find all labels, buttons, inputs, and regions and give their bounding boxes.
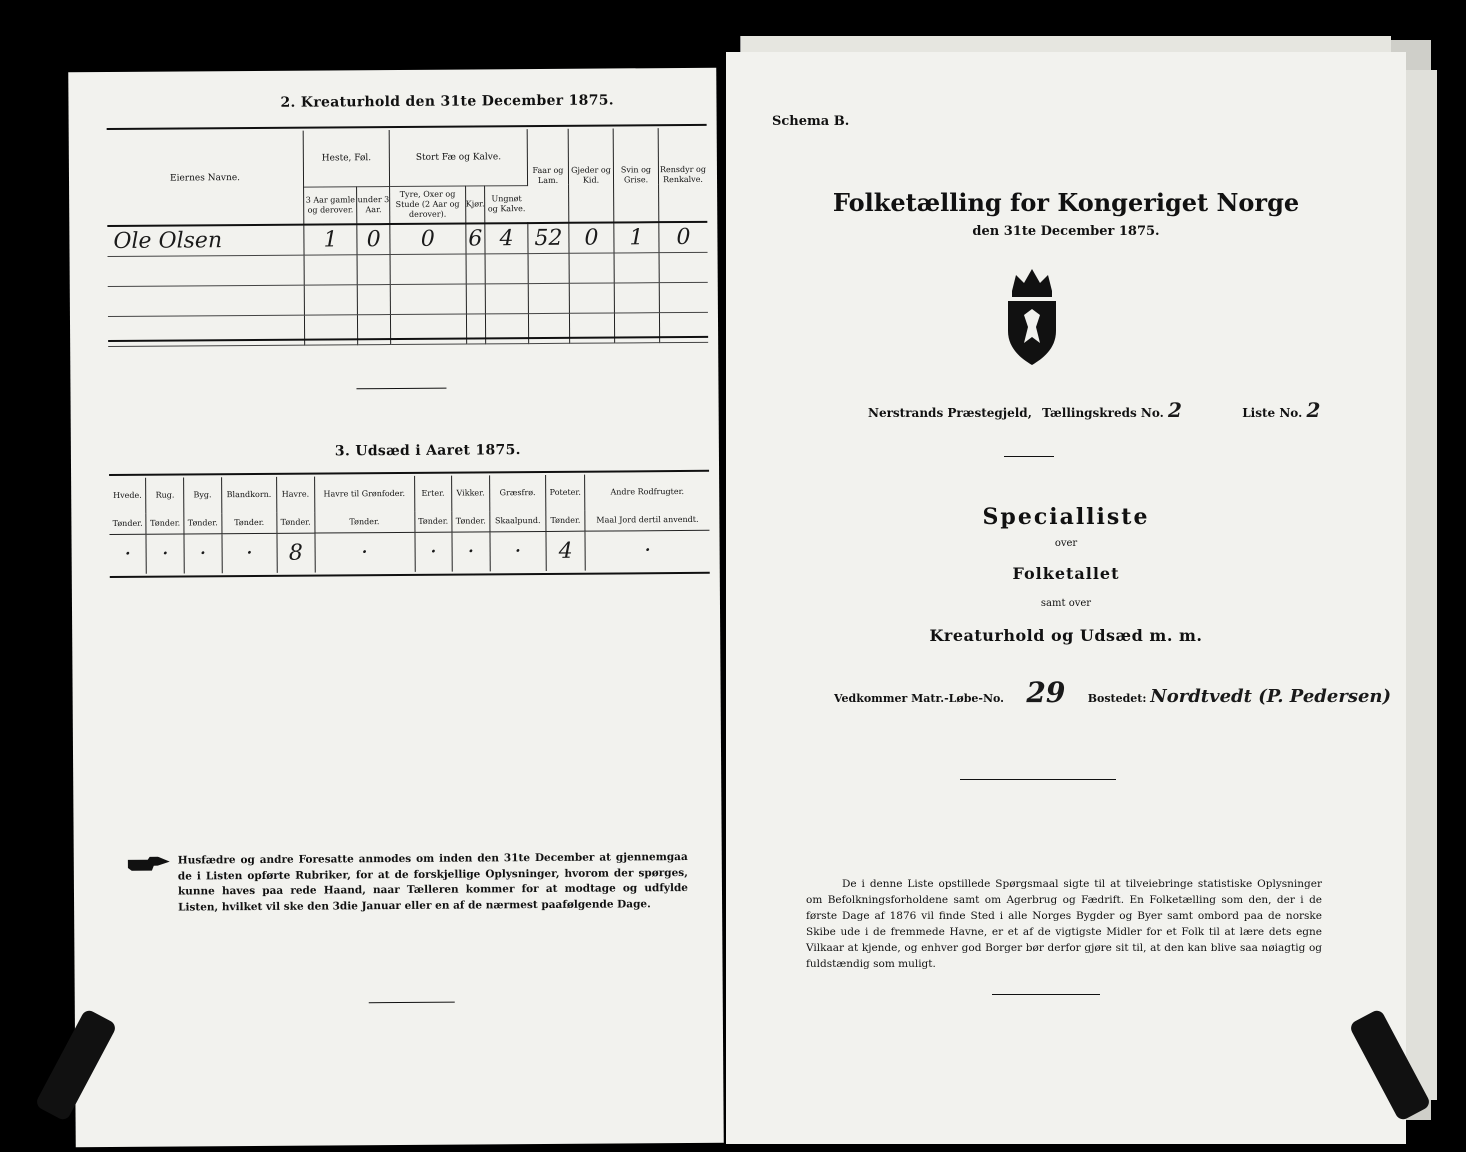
sowing-value: · bbox=[146, 533, 184, 573]
samt-over-text: samt over bbox=[1040, 598, 1092, 609]
sowing-unit: Tønder. bbox=[277, 513, 315, 533]
matr-label: Vedkommer Matr.-Løbe-No. bbox=[834, 692, 1004, 705]
sowing-col-header: Vikker. bbox=[452, 475, 490, 511]
sowing-col-header: Poteter. bbox=[546, 475, 585, 511]
left-page bbox=[68, 68, 723, 1147]
cell-value: 4 bbox=[485, 223, 528, 254]
owner-name: Ole Olsen bbox=[107, 225, 304, 257]
sowing-unit: Skaalpund. bbox=[490, 511, 546, 531]
sowing-unit: Tønder. bbox=[184, 513, 222, 533]
coat-of-arms-icon bbox=[1002, 267, 1062, 367]
bostedet-value: Nordtvedt (P. Pedersen) bbox=[1150, 686, 1392, 707]
sowing-col-header: Andre Rodfrugter. bbox=[610, 486, 685, 497]
section2-title: 2. Kreaturhold den 31te December 1875. bbox=[280, 92, 615, 111]
matr-value: 29 bbox=[1026, 676, 1066, 709]
over-text: over bbox=[1054, 538, 1078, 549]
matr-line bbox=[834, 676, 1391, 709]
stort-c-header: Ungnøt og Kalve. bbox=[487, 193, 526, 214]
gjeder-header: Gjeder og Kid. bbox=[568, 128, 614, 222]
page-title: Folketælling for Kongeriget Norge bbox=[832, 188, 1300, 217]
sowing-unit: Tønder. bbox=[546, 511, 585, 531]
cell-value: 6 bbox=[465, 223, 485, 254]
sowing-unit: Tønder. bbox=[414, 512, 452, 532]
sowing-table bbox=[109, 474, 710, 574]
sowing-value: · bbox=[222, 533, 278, 573]
table-row bbox=[107, 222, 707, 257]
stort-a-header: Tyre, Oxer og Stude (2 Aar og derover). bbox=[390, 186, 466, 225]
intro-note: De i denne Liste opstillede Spørgsmaal sigte til at tilveiebringe statistiske Oplysninger om Befolkningsforholdene samt om Agerbrug og Fædrift. En Folketælling som den, der i de første Dage af 1876 vil finde Sted i alle Norges Bygder og Byer samt ombord paa de norske Skibe ude i de fremmede Havne, er et af de vigtigste Midler for et Folk til at lære dets egne Vilkaar at kjende, og enhver god Borger bør derfor gjøre sit til, at den kan blive saa nøiagtig og fuldstændig som muligt. bbox=[806, 878, 1322, 970]
cell-value: 1 bbox=[304, 224, 358, 255]
prestegjeld-label: Præstegjeld, bbox=[947, 406, 1032, 420]
sowing-unit: Tønder. bbox=[314, 512, 414, 533]
sowing-value: · bbox=[315, 532, 415, 573]
divider bbox=[960, 779, 1116, 780]
divider bbox=[1004, 456, 1054, 457]
cell-value: 0 bbox=[569, 222, 614, 253]
sowing-unit: Tønder. bbox=[146, 513, 184, 533]
owner-header: Eiernes Navne. bbox=[107, 131, 304, 226]
stort-fae-header: Stort Fæ og Kalve. bbox=[389, 129, 527, 186]
notice-text: Husfædre og andre Foresatte anmodes om inden den 31te December at gjennemgaa de i Listen opførte Rubriker, for at de forskjellige Oplysninger, hvorom der spørges, kunne haves paa rede Haand, naar Tælleren kommer for at modtage og udfylde Listen, hvilket vil ske den 3die Januar eller en af de nærmest paafølgende Dage. bbox=[177, 850, 689, 914]
pointing-hand-icon bbox=[128, 856, 170, 870]
kreaturhold-heading: Kreaturhold og Udsæd m. m. bbox=[929, 626, 1203, 645]
section3-title: 3. Udsæd i Aaret 1875. bbox=[334, 442, 521, 460]
heste-header: Heste, Føl. bbox=[303, 130, 390, 187]
folketallet-heading: Folketallet bbox=[1012, 564, 1120, 583]
specialliste-heading: Specialliste bbox=[982, 504, 1150, 530]
sowing-col-header: Græsfrø. bbox=[489, 475, 546, 511]
sowing-value: · bbox=[414, 532, 452, 572]
liste-value: 2 bbox=[1306, 398, 1321, 422]
divider bbox=[992, 994, 1100, 995]
stort-b-header: Kjør. bbox=[465, 185, 485, 223]
cell-value: 0 bbox=[390, 224, 466, 255]
liste-label: Liste No. bbox=[1242, 406, 1303, 420]
cell-value: 1 bbox=[614, 222, 659, 253]
divider bbox=[369, 1002, 455, 1004]
subtitle: den 31te December 1875. bbox=[972, 224, 1160, 239]
heste-b-header: under 3 Aar. bbox=[357, 186, 390, 224]
heste-a-header: 3 Aar gamle og derover. bbox=[304, 186, 358, 224]
sowing-col-header: Havre til Grønfoder. bbox=[314, 476, 414, 513]
faar-header: Faar og Lam. bbox=[527, 129, 569, 223]
sowing-value: · bbox=[109, 534, 146, 574]
table-row bbox=[108, 252, 708, 286]
cell-value: 0 bbox=[357, 224, 390, 255]
sowing-col-header: Rug. bbox=[146, 477, 184, 513]
sowing-value: 4 bbox=[546, 531, 585, 571]
right-page bbox=[726, 52, 1406, 1144]
table-row bbox=[108, 282, 708, 316]
sowing-col-header: Erter. bbox=[414, 476, 452, 512]
sowing-value: 8 bbox=[277, 533, 315, 573]
schema-label: Schema B. bbox=[772, 114, 850, 129]
sowing-col-header: Hvede. bbox=[109, 478, 146, 514]
cell-value: 0 bbox=[659, 222, 708, 253]
divider bbox=[356, 388, 446, 390]
cell-value: 52 bbox=[528, 223, 569, 254]
prestegjeld-value: Nerstrands bbox=[868, 406, 944, 420]
bostedet-label: Bostedet: bbox=[1087, 692, 1147, 705]
sowing-col-header: Blandkorn. bbox=[221, 477, 277, 513]
sowing-value: · bbox=[452, 531, 490, 571]
livestock-table bbox=[107, 128, 708, 347]
sowing-value: · bbox=[490, 531, 547, 571]
sowing-col-header: Byg. bbox=[184, 477, 222, 513]
sowing-unit: Maal Jord dertil anvendt. bbox=[596, 514, 699, 525]
sowing-col-header: Havre. bbox=[277, 477, 315, 513]
rensdyr-header: Rensdyr og Renkalve. bbox=[659, 164, 706, 184]
kreds-value: 2 bbox=[1168, 398, 1182, 422]
svin-header: Svin og Grise. bbox=[613, 128, 659, 222]
sowing-value: · bbox=[644, 537, 652, 564]
kreds-label: Tællingskreds No. bbox=[1042, 406, 1164, 420]
sowing-unit: Tønder. bbox=[452, 511, 490, 531]
sowing-unit: Tønder. bbox=[221, 513, 276, 533]
sowing-value: · bbox=[184, 533, 222, 573]
prestegjeld-line bbox=[868, 398, 1320, 422]
sowing-unit: Tønder. bbox=[109, 514, 146, 534]
